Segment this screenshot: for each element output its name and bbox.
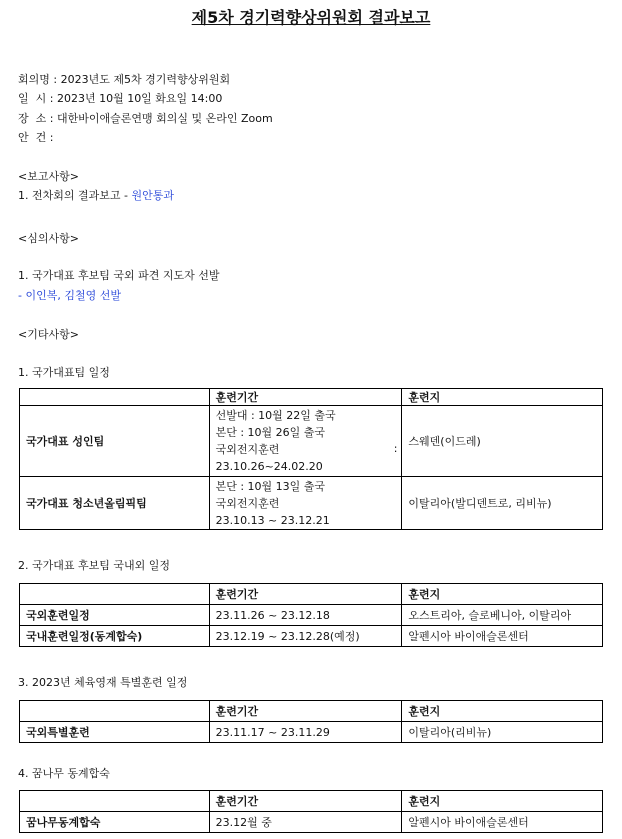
header-blank [20, 791, 210, 812]
table-row [20, 406, 603, 477]
meeting-agenda-label: 안 건 : [18, 131, 54, 144]
training-location: 오스트리아, 슬로베니아, 이탈리아 [402, 605, 603, 626]
meeting-place-label: 장 소 : [18, 112, 54, 125]
document-title: 제5차 경기력향상위원회 결과보고 [191, 8, 431, 27]
header-location: 훈련지 [402, 791, 603, 812]
candidate-team-schedule-table [19, 583, 603, 647]
meeting-date [18, 92, 222, 106]
deliberation-item-1: 1. 국가대표 후보팀 국외 파견 지도자 선발 [18, 269, 220, 282]
section-title: 2. 국가대표 후보팀 국내외 일정 [18, 559, 170, 572]
meeting-place [18, 112, 273, 126]
other-heading: <기타사항> [18, 328, 79, 341]
training-period: 23.11.17 ~ 23.11.29 [209, 722, 402, 743]
section-title: 4. 꿈나무 동계합숙 [18, 767, 110, 780]
training-location: 스웨덴(이드레) [402, 406, 603, 477]
table-header-row [20, 701, 603, 722]
national-team-schedule-table [19, 388, 603, 530]
period-line: 국외전지훈련 [215, 496, 280, 510]
table-row [20, 477, 603, 530]
training-location: 이탈리아(리비뉴) [402, 722, 603, 743]
period-line: 선발대 : 10월 22일 출국 [215, 409, 336, 422]
training-period: 23.12월 중 [209, 812, 402, 833]
deliberation-heading: <심의사항> [18, 232, 79, 245]
report-item-1 [18, 189, 174, 203]
period-line: 본단 : 10월 13일 출국 [215, 479, 326, 493]
team-name: 국가대표 청소년올림픽팀 [20, 477, 210, 530]
header-period: 훈련기간 [209, 701, 402, 722]
meeting-agenda [18, 131, 53, 145]
table-row [20, 626, 603, 647]
report-item-1-text: 1. 전차회의 결과보고 - [18, 189, 132, 202]
meeting-name-label: 회의명 : [18, 73, 58, 86]
meeting-date-label: 일 시 : [18, 92, 54, 105]
header-location: 훈련지 [402, 584, 603, 605]
table-row [20, 605, 603, 626]
training-location: 알펜시아 바이애슬론센터 [402, 626, 603, 647]
header-blank [20, 701, 210, 722]
header-period: 훈련기간 [209, 389, 402, 406]
period-line: 23.10.26~24.02.20 [215, 460, 323, 473]
table-header-row [20, 389, 603, 406]
section-title: 1. 국가대표팀 일정 [18, 366, 110, 379]
schedule-name: 국외훈련일정 [20, 605, 210, 626]
header-blank [20, 389, 210, 406]
header-period: 훈련기간 [209, 791, 402, 812]
training-period: 23.11.26 ~ 23.12.18 [209, 605, 402, 626]
deliberation-item-1-result: - 이인복, 김철영 선발 [18, 289, 121, 302]
report-item-1-result: 원안통과 [131, 189, 174, 202]
period-line: 23.10.13 ~ 23.12.21 [215, 513, 330, 527]
header-period: 훈련기간 [209, 584, 402, 605]
training-period [209, 406, 402, 477]
training-period [209, 477, 402, 530]
table-row [20, 812, 603, 833]
table-header-row [20, 791, 603, 812]
section-title: 3. 2023년 체육영재 특별훈련 일정 [18, 676, 188, 689]
dream-tree-camp-table [19, 790, 603, 833]
training-location: 알펜시아 바이애슬론센터 [402, 812, 603, 833]
schedule-name: 꿈나무동계합숙 [20, 812, 210, 833]
table-row [20, 722, 603, 743]
training-period: 23.12.19 ~ 23.12.28(예정) [209, 626, 402, 647]
period-line: 본단 : 10월 26일 출국 [215, 426, 326, 439]
report-heading: <보고사항> [18, 170, 79, 183]
meeting-name [18, 73, 230, 87]
gifted-training-table [19, 700, 603, 743]
table-header-row [20, 584, 603, 605]
meeting-place-value: 대한바이애슬론연맹 회의실 및 온라인 Zoom [56, 112, 273, 125]
team-name: 국가대표 성인팀 [20, 406, 210, 477]
header-blank [20, 584, 210, 605]
schedule-name: 국내훈련일정(동계합숙) [20, 626, 210, 647]
schedule-name: 국외특별훈련 [20, 722, 210, 743]
header-location: 훈련지 [402, 389, 603, 406]
stray-colon: : [393, 442, 398, 455]
period-line: 국외전지훈련 [215, 443, 280, 456]
header-location: 훈련지 [402, 701, 603, 722]
meeting-date-value: 2023년 10월 10일 화요일 14:00 [56, 92, 223, 105]
meeting-name-value: 2023년도 제5차 경기력향상위원회 [60, 73, 231, 86]
training-location: 이탈리아(발디덴트로, 리비뉴) [402, 477, 603, 530]
